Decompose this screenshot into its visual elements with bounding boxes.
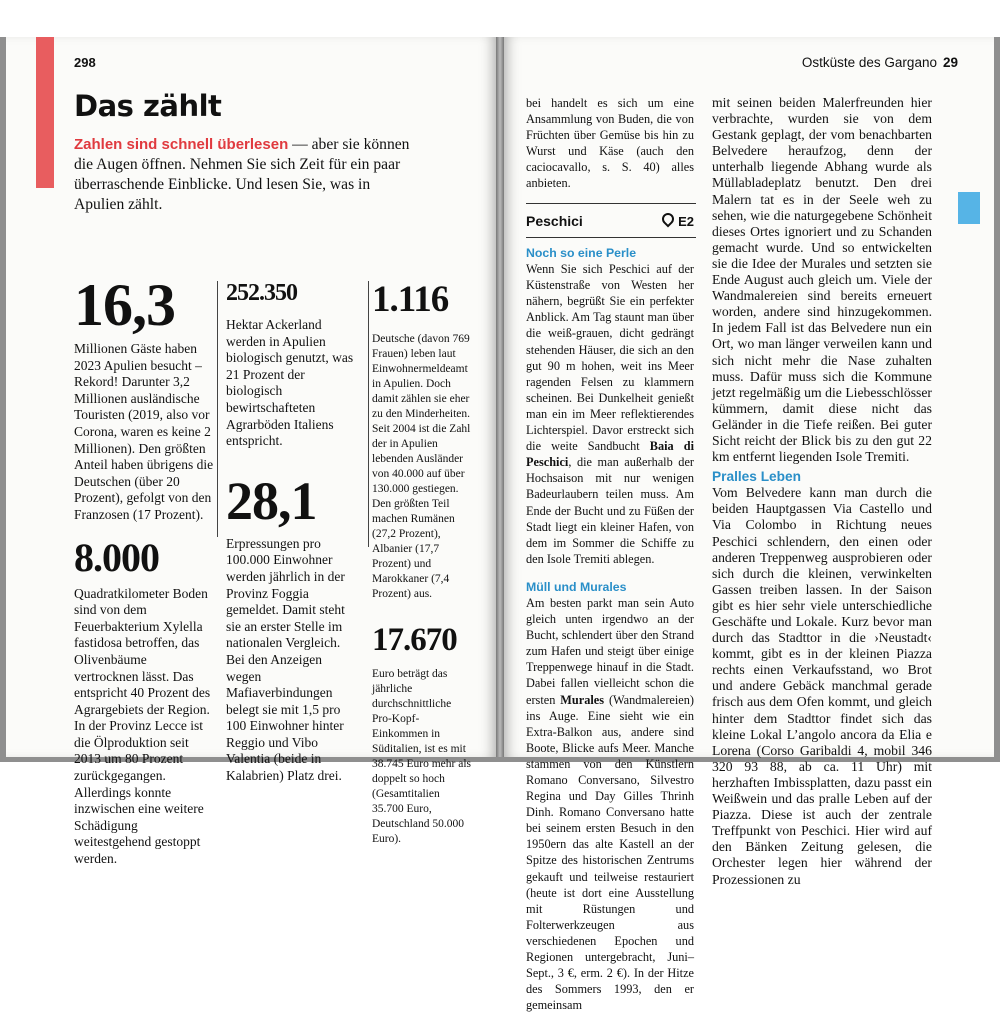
stat-text: Euro beträgt das jährliche durchschnittliche Pro-Kopf-Einkommen in Süditalien, ist es mit 38.745 Euro mehr als doppelt so hoch (Gesamtitalien 35.700 Euro, Deutschland 50.000 Euro). — [372, 668, 472, 845]
paragraph — [526, 595, 694, 1013]
column-divider — [368, 281, 369, 547]
stat-text: Hektar Ackerland werden in Apulien biologisch genutzt, was 21 Prozent der biologisch bewirtschafteten Agrarböden Italiens entspricht. — [226, 317, 354, 449]
stat-text: Millionen Gäste haben 2023 Apulien besucht – Rekord! Darunter 3,2 Millionen ausländische Touristen (2019, also vor Corona, waren es keine 2 Millionen). Den größten Anteil haben übrigens die Deutschen (über 20 Prozent), gefolgt von den Franzosen (17 Prozent). — [74, 341, 214, 522]
section-rule — [526, 237, 696, 238]
stat-text: Deutsche (davon 769 Frauen) leben laut Einwohnermeldeamt in Apulien. Doch damit zählen sie eher zu den Minderheiten. Seit 2004 ist die Zahl der in Apulien lebenden Ausländer von 40.000 auf über 130.000 gestiegen. Den größten Teil machen Rumänen (27,2 Prozent), Albanier (17,7 Prozent) und Marokkaner (7,4 Prozent) aus. — [372, 333, 471, 600]
subheading: Noch so eine Perle — [526, 246, 637, 260]
column-2 — [712, 95, 932, 888]
chapter-tab — [36, 37, 54, 188]
page-number: 29 — [942, 55, 958, 70]
page-number: 298 — [74, 55, 96, 70]
stat-text: Erpressungen pro 100.000 Einwohner werden jährlich in der Provinz Foggia gemeldet. Damit steht sie an erster Stelle im nationalen Vergleich. Bei den Anzeigen wegen Mafiaverbindungen belegt sie mit 1,5 pro 100 Einwohner hinter Reggio und Vibo Valentia (beide in Kalabrien) Platz drei. — [226, 535, 345, 784]
map-pin-icon — [660, 211, 677, 228]
right-page — [504, 37, 994, 1013]
page-title: Das zählt — [74, 89, 222, 123]
left-page — [6, 37, 496, 867]
stat-value: 17.670 — [372, 622, 457, 658]
stat-value: 16,3 — [74, 272, 175, 338]
column-1-top: bei handelt es sich um eine Ansammlung von Buden, die von Früchten über Gemüse bis hin zu Wurst und Käse (auch den caciocavallo, s. S. 40) alles anbieten. — [526, 96, 694, 191]
running-head — [802, 55, 958, 70]
book-gutter — [496, 37, 504, 757]
intro-lead: Zahlen sind schnell überlesen — [74, 136, 289, 153]
intro — [74, 135, 414, 215]
paragraph-text: , die man außerhalb der Hochsaison mit nur wenigen Badeurlaubern teilen muss. Am Ende der Bucht und zu Füßen der Stadt liegt ein kleiner Hafen, von dem im Sommer die Schiffe zu den Isole Tremiti ablegen. — [526, 455, 694, 566]
paragraph: Vom Belvedere kann man durch die beiden Hauptgassen Via Castello und Via Colombo in Richtung neues Peschici schlendern, den einen oder anderen Treppenweg ausprobieren oder sich durch die kleinen, verwinkelten Gassen treiben lassen. In der Saison gibt es hier sehr viele unterschiedliche Geschäfte und Lokale. Kurz bevor man durch das Stadttor in die ›Neustadt‹ kommt, gibt es in der kleinen Piazza rechts einen Verkaufsstand, wo Brot und andere Gebäck manchmal gerade frisch aus dem Ofen kommt, und gleich hinter dem Stadttor findet sich das kleine Lokal L’angolo ancora da Elia e Lorena (Corso Garibaldi 4, mobil 346 320 93 88, ab ca. 11 Uhr) mit herzhaften Imbissplatten, dazu passt ein Weißwein und das pralle Leben auf der Piazza. Diese ist auch der zentrale Treffpunkt von Peschici. Hier wird auf den Bänken Zeitung gelesen, die Orchester legen hier während der Prozessionen zu — [712, 485, 932, 887]
stat-value: 252.350 — [226, 280, 297, 306]
running-head-title: Ostküste des Gargano — [801, 55, 937, 70]
stat-value: 1.116 — [372, 279, 449, 320]
paragraph-text: Wenn Sie sich Peschici auf der Küstenstraße von Westen her nähern, begrüßt Sie ein perfekter Anblick. Am Tag staunt man über die weiß-grauen, dicht gedrängt stehenden Häuser, die sich an den gut 90 m hohen, weit ins Meer ragenden Felsen zu klammern scheinen. Bei Dunkelheit genießt man ein im Meer reflektierendes Lichterspiel. Davor erstreckt sich die weite Sandbucht — [526, 262, 694, 454]
stat-column-1 — [74, 272, 214, 868]
paragraph: mit seinen beiden Malerfreunden hier verbrachte, wurden sie von dem Gestank geplagt, der vom benachbarten Belvedere heraufzog, denn der unterhalb liegende Abhang wurde als Müllabladeplatz benutzt. Den drei Malern tat es in der Seele weh zu sehen, wie die naturgegebene Schönheit dieses Ortes ignoriert und zu Schanden gemacht wurde. Und so entwickelten sie die Idee der Murales und setzten sie Ende August auch gleich um. Viele der Wandmalereien sind bereits erneuert worden, andere sind hinzugekommen. In jedem Fall ist das Belvedere nun ein Ort, wo man länger verweilen kann und sich nicht mehr die Nase zuhalten muss. Dafür muss sich die Kommune jetzt regelmäßig um die Liebesschlösser kümmern, damit diese nicht das Geländer in die Tiefe reißen. Bei guter Sicht reicht der Blick bis zu den gut 22 km entfernt liegenden Isole Tremiti. — [712, 95, 932, 465]
column-1-body — [526, 245, 694, 1013]
stat-column-2 — [226, 281, 358, 785]
bold-term: Murales — [560, 692, 605, 707]
map-reference — [644, 213, 694, 229]
book-spread — [0, 37, 1000, 1013]
paragraph-text: Am besten parkt man sein Auto gleich unten irgendwo an der Bucht, schlendert über den Strand zum Hafen und steigt über einige Treppenwege hinauf in die Stadt. Dabei fallen vielleicht schon die ersten — [526, 595, 694, 707]
stat-value: 8.000 — [74, 534, 159, 580]
map-ref-text: E2 — [678, 214, 694, 229]
paragraph-text: (Wandmalereien) ins Auge. Eine sieht wie ein Extra-Balkon aus, andere sind Boote, Blicke aufs Meer. Manche stammen von den Künstlern Romano Conversano, Silvestro Regina und Day Gilles Thrinh Dinh. Romano Conversano hatte bei seinem ersten Besuch in den 1950ern das alte Kastell an der Spitze des historischen Zentrums gekauft und teilweise restauriert (heute ist dort eine Ausstellung mit Rüstungen und Folterwerkzeugen aus verschiedenen Epochen und Regionen untergebracht, Juni–Sept., 3 €, erm. 2 €). In der Hitze des Sommers 1993, den er gemeinsam — [526, 692, 694, 1013]
stat-text: Quadratkilometer Boden sind von dem Feuerbakterium Xylella fastidosa betroffen, das Olivenbäume vertrocknen lässt. Das entspricht 40 Prozent des Agrargebiets der Region. In der Provinz Lecce ist die Ölproduktion seit 2013 um 80 Prozent zurückgegangen. Allerdings konnte inzwischen eine weitere Schädigung weitestgehend gestoppt werden. — [74, 585, 211, 867]
section-rule — [526, 203, 696, 204]
place-name: Peschici — [526, 213, 583, 229]
stat-column-3 — [372, 281, 472, 847]
column-divider — [217, 281, 218, 537]
bold-term: Baia di Peschici — [526, 439, 694, 470]
subheading: Pralles Leben — [712, 469, 802, 485]
subheading: Müll und Murales — [526, 579, 627, 594]
intro-text: — aber sie können die Augen öffnen. Nehmen Sie sich Zeit für ein paar überraschende Einblicke. Und lesen Sie, was in Apulien zählt. — [74, 136, 410, 213]
chapter-tab — [958, 192, 980, 224]
stat-value: 28,1 — [226, 470, 317, 531]
paragraph — [526, 261, 694, 567]
